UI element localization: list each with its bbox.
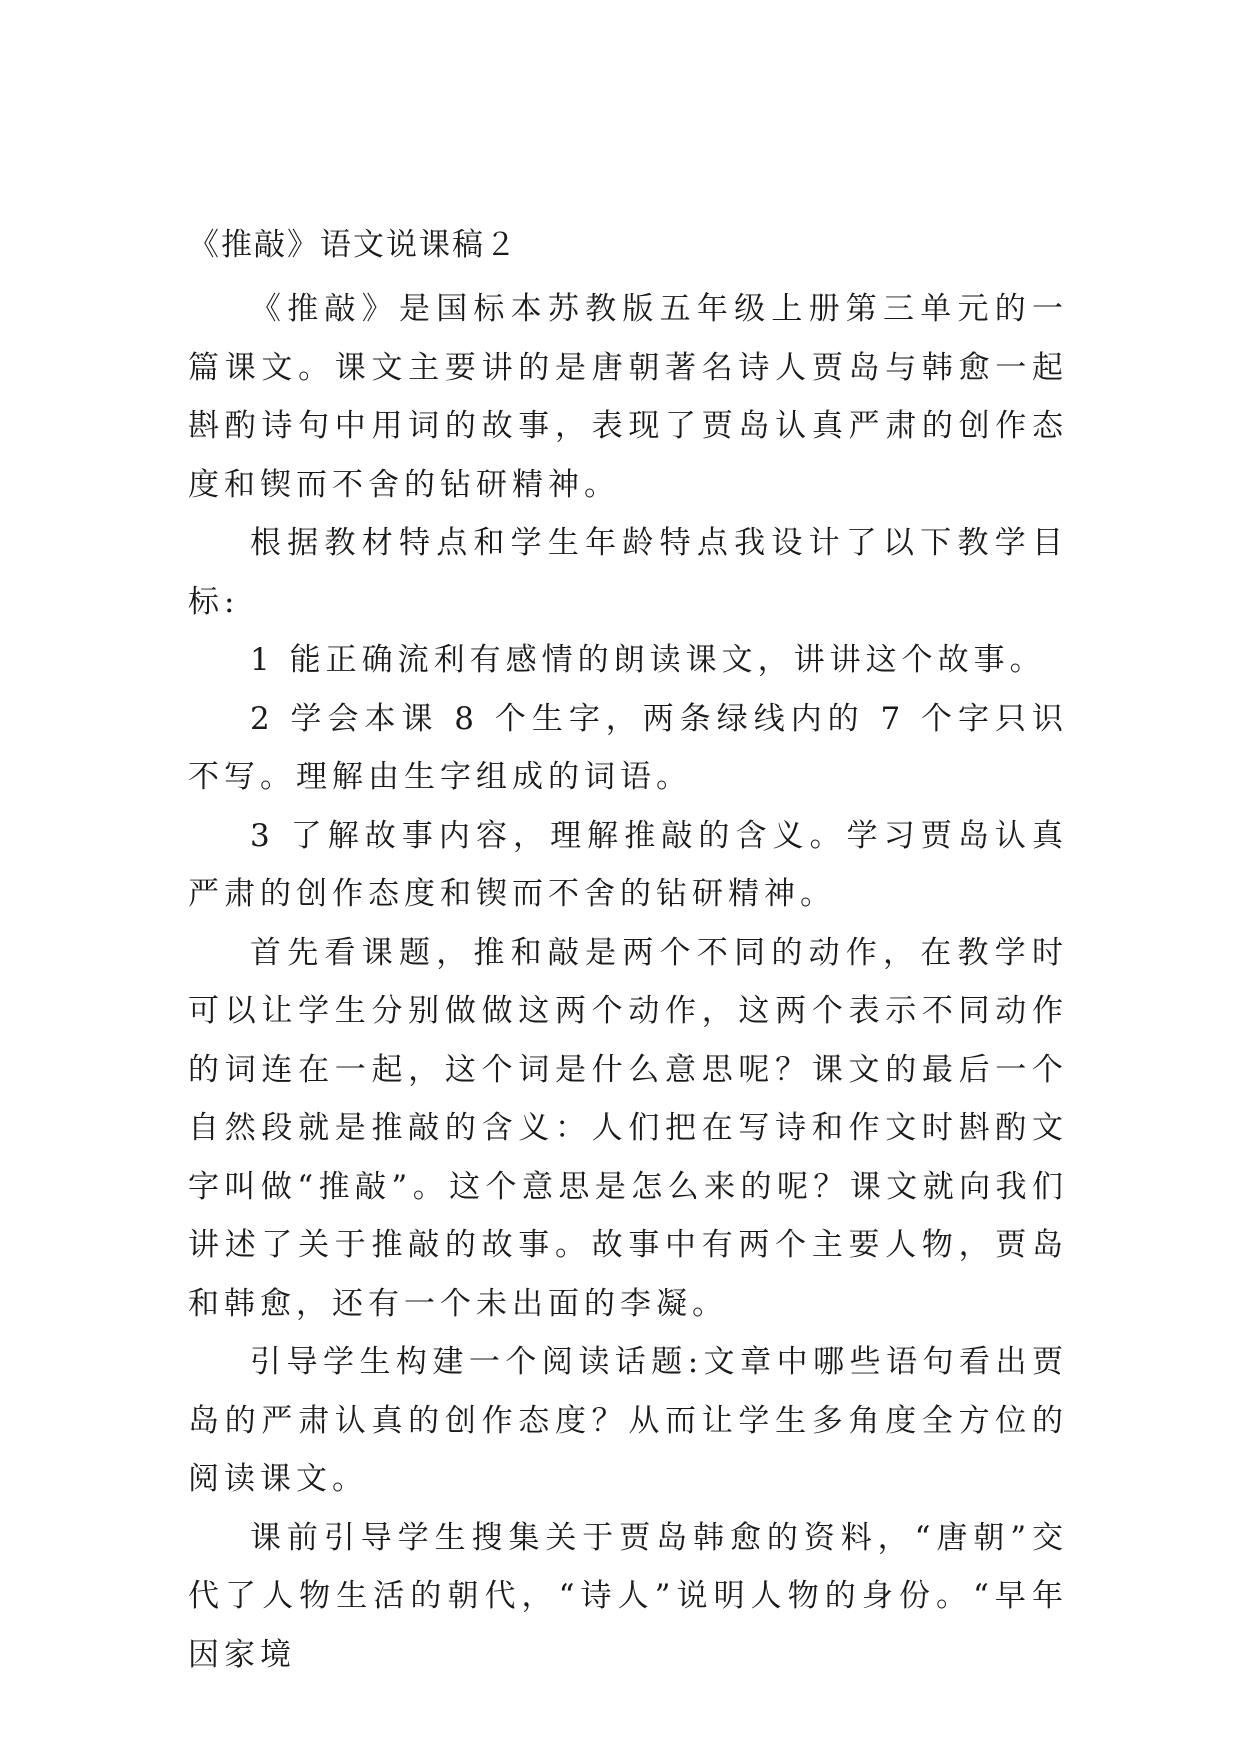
document-title: 《推敲》语文说课稿２ — [188, 227, 518, 263]
paragraph-intro: 《推敲》是国标本苏教版五年级上册第三单元的一篇课文。课文主要讲的是唐朝著名诗人贾岛与韩愈一起斟酌诗句中用词的故事，表现了贾岛认真严肃的创作态度和锲而不舍的钻研精神。 — [188, 291, 1068, 503]
paragraph-objectives-lead: 根据教材特点和学生年龄特点我设计了以下教学目标: — [188, 525, 1068, 620]
paragraph-reading-topic: 引导学生构建一个阅读话题:文章中哪些语句看出贾岛的严肃认真的创作态度？从而让学生多角度全方位的阅读课文。 — [188, 1344, 1068, 1497]
document-body — [188, 280, 1068, 1684]
paragraph-pre-class: 课前引导学生搜集关于贾岛韩愈的资料，“唐朝”交代了人物生活的朝代，“诗人”说明人物的身份。“早年因家境 — [188, 1519, 1068, 1673]
paragraph-title-analysis: 首先看课题，推和敲是两个不同的动作，在教学时可以让学生分别做做这两个动作，这两个表示不同动作的词连在一起，这个词是什么意思呢？课文的最后一个自然段就是推敲的含义：人们把在写诗和作文时斟酌文字叫做“推敲”。这个意思是怎么来的呢？课文就向我们讲述了关于推敲的故事。故事中有两个主要人物，贾岛和韩愈，还有一个未出面的李凝。 — [188, 934, 1068, 1322]
paragraph-objective-1: 1 能正确流利有感情的朗读课文，讲讲这个故事。 — [250, 642, 1046, 678]
paragraph-objective-2: 2 学会本课 8 个生字，两条绿线内的 7 个字只识不写。理解由生字组成的词语。 — [188, 700, 1068, 795]
paragraph-objective-3: 3 了解故事内容，理解推敲的含义。学习贾岛认真严肃的创作态度和锲而不舍的钻研精神。 — [188, 817, 1068, 912]
